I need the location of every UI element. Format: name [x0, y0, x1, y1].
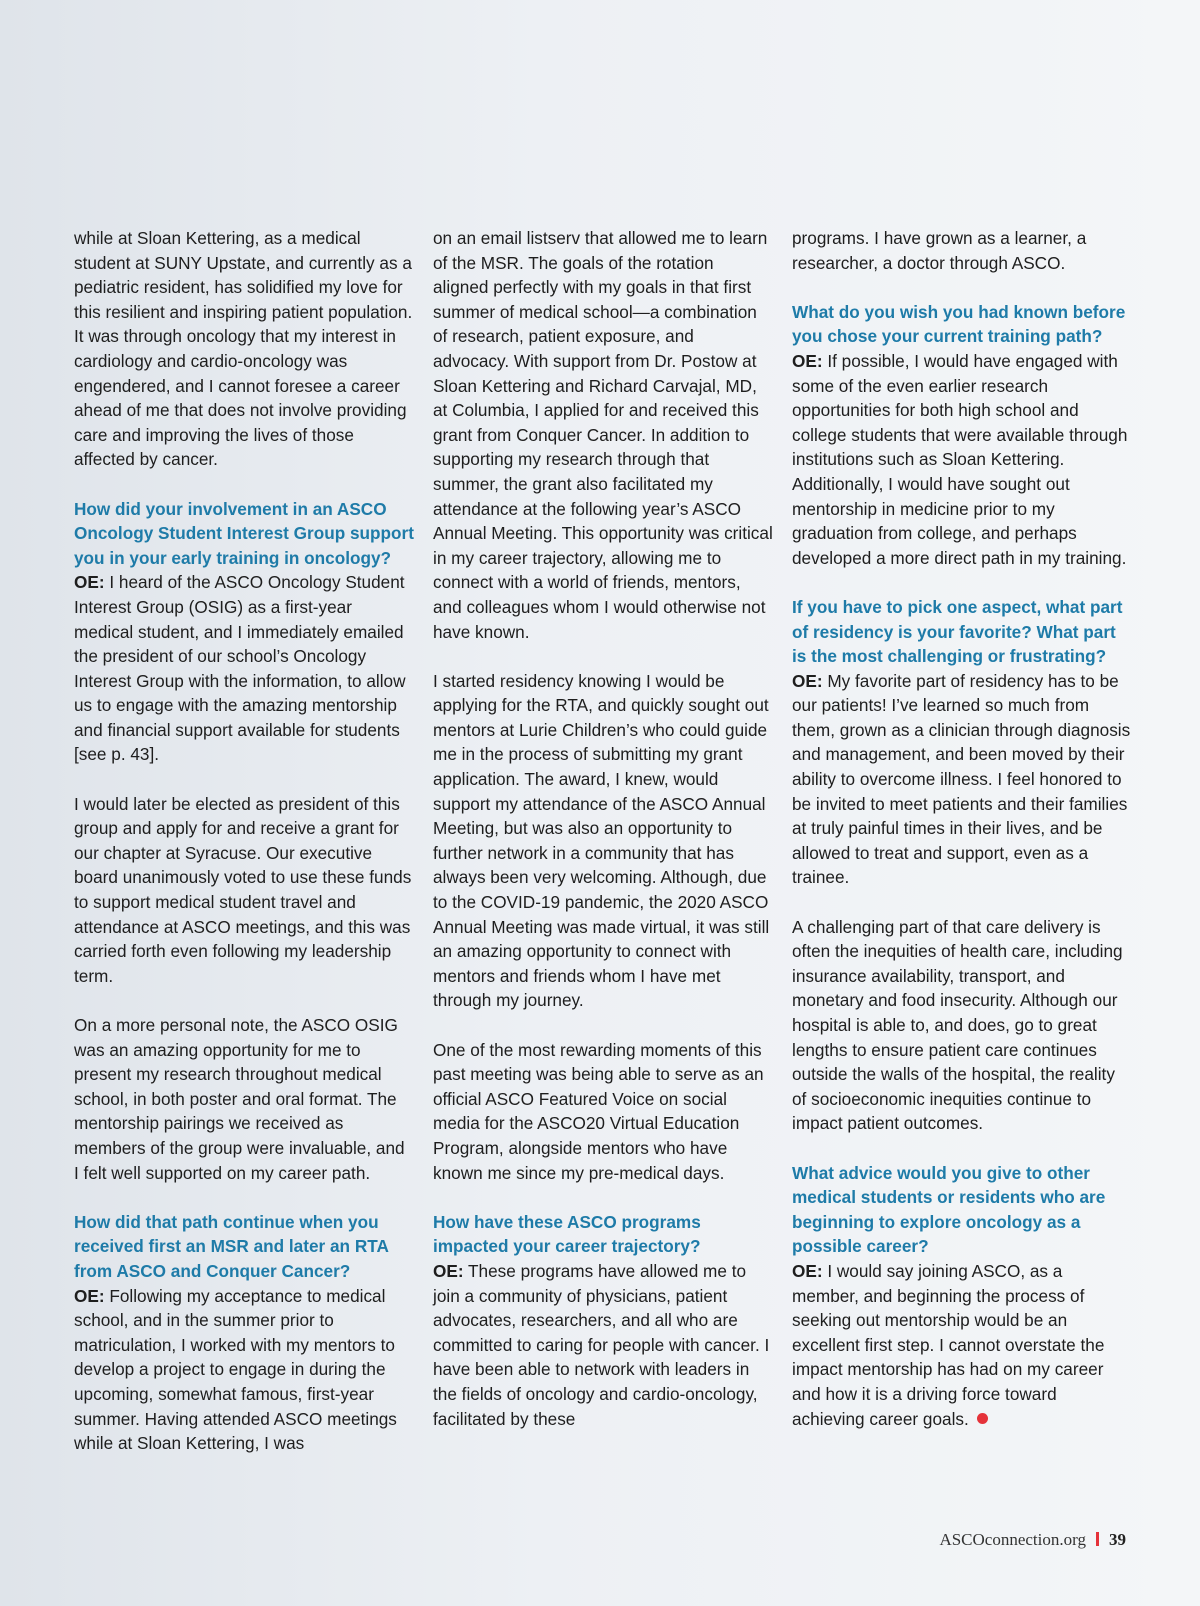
page-number: 39	[1109, 1530, 1126, 1549]
paragraph: I started residency knowing I would be applying for the RTA, and quickly sought out mentors at Lurie Children’s who could guide me in the process of submitting my grant application. The award, I knew, would support my attendance of the ASCO Annual Meeting, but was also an opportunity to further network in a community that has always been very welcoming. Although, due to the COVID-19 pandemic, the 2020 ASCO Annual Meeting was made virtual, it was still an amazing opportunity to connect with mentors and friends whom I have met through my journey.	[433, 670, 770, 1011]
footer-separator	[1096, 1532, 1099, 1546]
paragraph: One of the most rewarding moments of this past meeting was being able to serve as an official ASCO Featured Voice on social media for the ASCO20 Virtual Education Program, alongside mentors who have known me since my pre-medical days.	[433, 1039, 764, 1183]
question-heading: What do you wish you had known before you chose your current training path?	[792, 301, 1126, 347]
answer-paragraph	[74, 1284, 414, 1456]
column-1	[74, 226, 414, 1456]
answer-paragraph	[792, 1259, 1132, 1431]
answer-label: OE:	[74, 1285, 105, 1306]
answer-text: My favorite part of residency has to be our patients! I’ve learned so much from them, grown as a clinician through diagnosis and management, and been moved by their ability to overcome illness. I feel honored to be invited to meet patients and their families at truly painful times in their lives, and be allowed to treat and support, even as a trainee.	[792, 670, 1131, 888]
answer-paragraph	[74, 570, 414, 767]
answer-text: These programs have allowed me to join a community of physicians, patient advocates, researchers, and all who are committed to caring for people with cancer. I have been able to network with leaders in the fields of oncology and cardio-oncology, facilitated by these	[433, 1260, 770, 1429]
paragraph: I would later be elected as president of this group and apply for and receive a grant for our chapter at Syracuse. Our executive board unanimously voted to use these funds to support medical student travel and attendance at ASCO meetings, and this was carried forth even following my leadership term.	[74, 793, 412, 986]
paragraph: On a more personal note, the ASCO OSIG was an amazing opportunity for me to present my research throughout medical school, in both poster and oral format. The mentorship pairings we received as members of the group were invaluable, and I felt well supported on my career path.	[74, 1015, 405, 1183]
answer-paragraph	[792, 669, 1132, 890]
answer-paragraph	[792, 349, 1132, 570]
column-2	[433, 226, 773, 1431]
answer-text: I heard of the ASCO Oncology Student Interest Group (OSIG) as a first-year medical student, and I immediately emailed the president of our school’s Oncology Interest Group with the information, to allow us to engage with the amazing mentorship and financial support available for students [see p. 43].	[74, 572, 406, 765]
question-heading: If you have to pick one aspect, what part of residency is your favorite? What part is the most challenging or frustrating?	[792, 596, 1123, 667]
answer-paragraph	[433, 1259, 773, 1431]
answer-label: OE:	[74, 572, 105, 593]
page-footer	[939, 1530, 1126, 1550]
answer-text: I would say joining ASCO, as a member, and beginning the process of seeking out mentorship would be an excellent first step. I cannot overstate the impact mentorship has had on my career and how it is a driving force toward achieving career goals.	[792, 1260, 1105, 1429]
answer-label: OE:	[792, 1260, 823, 1281]
question-heading: How did your involvement in an ASCO Oncology Student Interest Group support you in your early training in oncology?	[74, 498, 414, 568]
paragraph: programs. I have grown as a learner, a researcher, a doctor through ASCO.	[792, 228, 1087, 273]
answer-text: If possible, I would have engaged with some of the even earlier research opportunities for both high school and college students that were available through institutions such as Sloan Kettering. Additionally, I would have sought out mentorship in medicine prior to my graduation from college, and perhaps developed a more direct path in my training.	[792, 350, 1128, 568]
answer-text: Following my acceptance to medical school, and in the summer prior to matriculation, I worked with my mentors to develop a project to engage in during the upcoming, somewhat famous, first-year summer. Having attended ASCO meetings while at Sloan Kettering, I was	[74, 1285, 397, 1454]
end-mark-dot-icon	[977, 1413, 988, 1424]
paragraph: A challenging part of that care delivery is often the inequities of health care, including insurance availability, transport, and monetary and food insecurity. Although our hospital is able to, and does, go to great lengths to ensure patient care continues outside the walls of the hospital, the reality of socioeconomic inequities continue to impact patient outcomes.	[792, 916, 1123, 1134]
site-url: ASCOconnection.org	[939, 1530, 1086, 1549]
answer-label: OE:	[433, 1260, 464, 1281]
answer-label: OE:	[792, 670, 823, 691]
question-heading: How have these ASCO programs impacted your career trajectory?	[433, 1211, 701, 1257]
column-3	[792, 226, 1132, 1431]
question-heading: How did that path continue when you received first an MSR and later an RTA from ASCO and Conquer Cancer?	[74, 1211, 389, 1281]
paragraph: while at Sloan Kettering, as a medical student at SUNY Upstate, and currently as a pediatric resident, has solidified my love for this resilient and inspiring patient population. It was through oncology that my interest in cardiology and cardio-oncology was engendered, and I cannot foresee a career ahead of me that does not involve providing care and improving the lives of those affected by cancer.	[74, 228, 413, 470]
question-heading: What advice would you give to other medical students or residents who are beginning to explore oncology as a possible career?	[792, 1162, 1106, 1257]
article-body	[74, 226, 1134, 1516]
answer-label: OE:	[792, 350, 823, 371]
paragraph: on an email listserv that allowed me to learn of the MSR. The goals of the rotation aligned perfectly with my goals in that first summer of medical school—a combination of research, patient exposure, and advocacy. With support from Dr. Postow at Sloan Kettering and Richard Carvajal, MD, at Columbia, I applied for and received this grant from Conquer Cancer. In addition to supporting my research through that summer, the grant also facilitated my attendance at the following year’s ASCO Annual Meeting. This opportunity was critical in my career trajectory, allowing me to connect with a world of friends, mentors, and colleagues whom I would otherwise not have known.	[433, 228, 773, 642]
